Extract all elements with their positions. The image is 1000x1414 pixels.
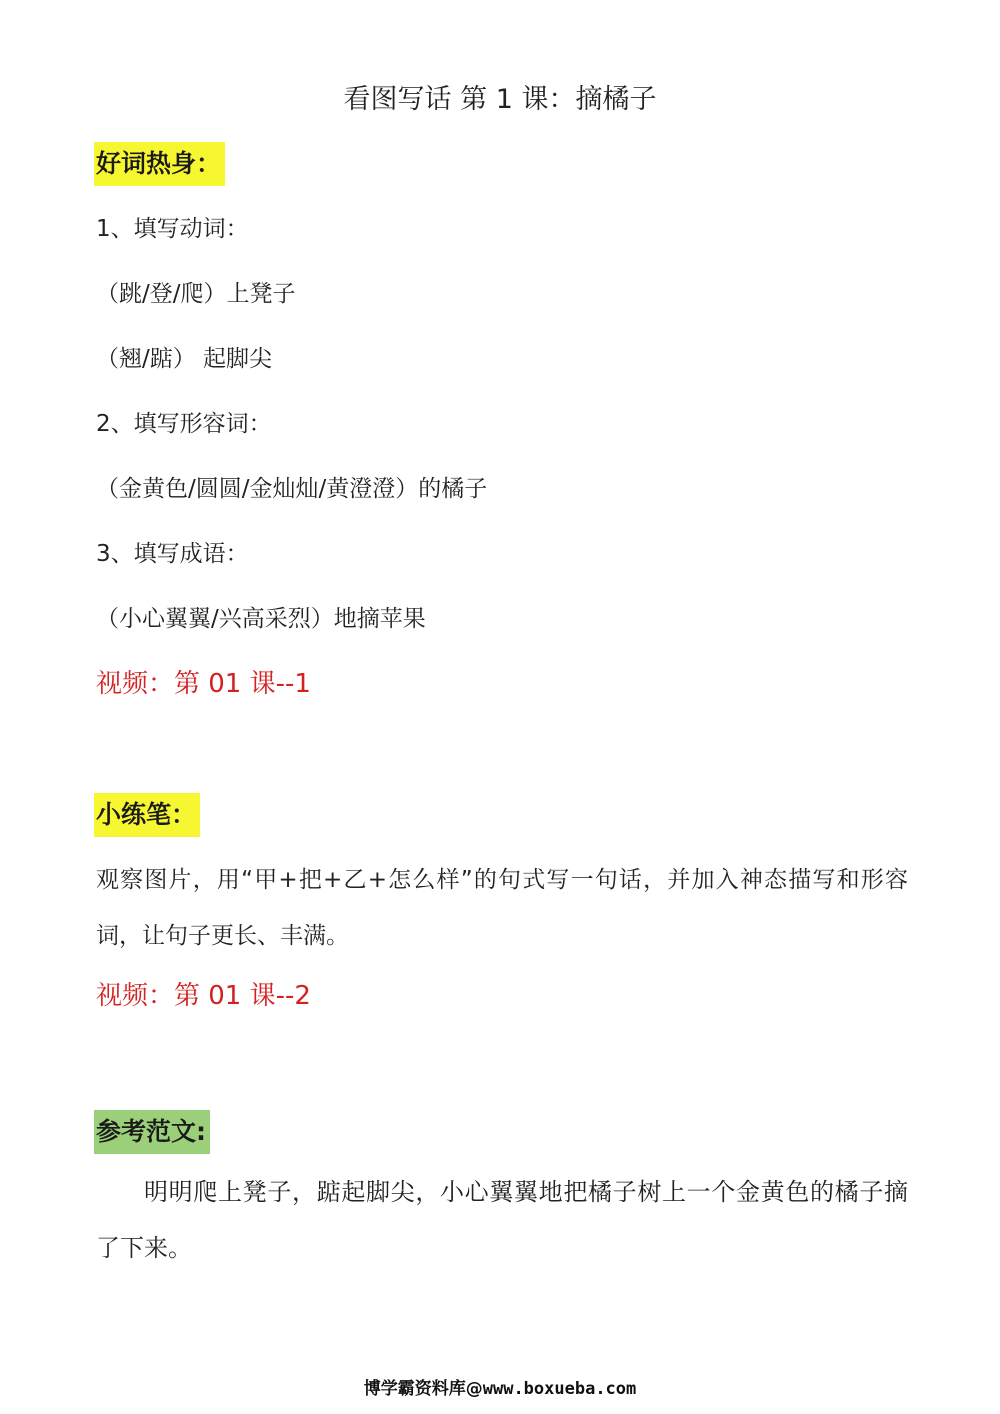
warmup-item: 3、填写成语： bbox=[96, 541, 249, 567]
warmup-item: （翘/踮） 起脚尖 bbox=[96, 346, 273, 372]
video-link-2[interactable]: 视频：第 01 课--2 bbox=[96, 981, 311, 1011]
warmup-item: 2、填写形容词： bbox=[96, 411, 272, 437]
footer-watermark bbox=[0, 1376, 1000, 1402]
practice-instructions: 观察图片，用“甲+把+乙+怎么样”的句式写一句话，并加入神态描写和形容词，让句子更长、丰满。 bbox=[96, 867, 908, 949]
warmup-item: （小心翼翼/兴高采烈）地摘苹果 bbox=[96, 606, 426, 632]
sample-essay: 明明爬上凳子，踮起脚尖，小心翼翼地把橘子树上一个金黄色的橘子摘了下来。 bbox=[96, 1178, 908, 1262]
warmup-item: （金黄色/圆圆/金灿灿/黄澄澄）的橘子 bbox=[96, 476, 488, 502]
practice-heading: 小练笔： bbox=[94, 793, 200, 837]
page-title: 看图写话 第 1 课：摘橘子 bbox=[343, 84, 657, 115]
warmup-item: 1、填写动词： bbox=[96, 216, 249, 242]
warmup-heading: 好词热身： bbox=[94, 142, 225, 186]
footer-url[interactable]: www.boxueba.com bbox=[482, 1379, 637, 1399]
footer-site-name: 博学霸资料库@ bbox=[363, 1379, 483, 1399]
warmup-item: （跳/登/爬）上凳子 bbox=[96, 281, 296, 307]
sample-heading: 参考范文: bbox=[94, 1110, 210, 1154]
video-link-1[interactable]: 视频：第 01 课--1 bbox=[96, 669, 311, 699]
